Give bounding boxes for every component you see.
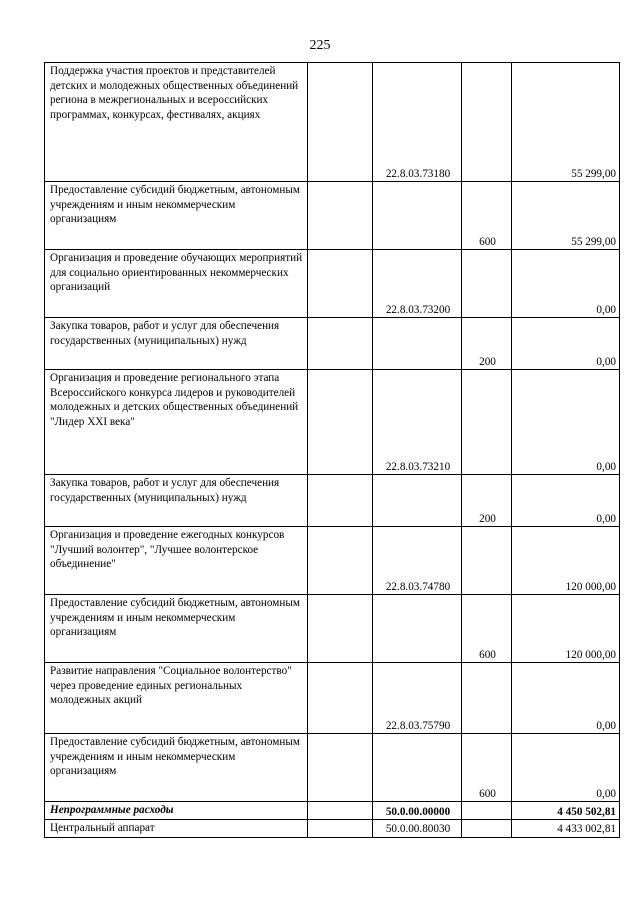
table-row: [45, 63, 620, 182]
row-code: 50.0.00.80030: [373, 820, 462, 838]
empty-cell: [308, 734, 373, 802]
row-kvr: [462, 370, 512, 475]
row-name: Организация и проведение обучающих мероприятий для социально ориентированных некоммерческих организаций: [45, 250, 308, 318]
table-row-total: [45, 802, 620, 820]
row-code: 22.8.03.73180: [373, 63, 462, 182]
row-code: 22.8.03.73210: [373, 370, 462, 475]
row-kvr: 600: [462, 595, 512, 663]
row-name: Закупка товаров, работ и услуг для обеспечения государственных (муниципальных) нужд: [45, 475, 308, 527]
row-name: Предоставление субсидий бюджетным, автономным учреждениям и иным некоммерческим организациям: [45, 595, 308, 663]
row-sum: 0,00: [512, 250, 620, 318]
row-sum: 0,00: [512, 318, 620, 370]
row-kvr: 600: [462, 182, 512, 250]
table-row: [45, 663, 620, 734]
empty-cell: [308, 820, 373, 838]
row-sum: 0,00: [512, 475, 620, 527]
row-name: Организация и проведение регионального этапа Всероссийского конкурса лидеров и руководителей молодежных и детских общественных объединений "Лидер XXI века": [45, 370, 308, 475]
row-sum: 55 299,00: [512, 63, 620, 182]
row-name: Предоставление субсидий бюджетным, автономным учреждениям и иным некоммерческим организациям: [45, 734, 308, 802]
row-name: Развитие направления "Социальное волонтерство" через проведение единых региональных молодежных акций: [45, 663, 308, 734]
page-number: 225: [309, 38, 331, 53]
table-row: [45, 734, 620, 802]
row-sum: 120 000,00: [512, 595, 620, 663]
row-code: 50.0.00.00000: [373, 802, 462, 820]
row-name: Непрограммные расходы: [45, 802, 308, 820]
row-name: Центральный аппарат: [45, 820, 308, 838]
row-code: 22.8.03.75790: [373, 663, 462, 734]
row-kvr: [462, 802, 512, 820]
row-kvr: 200: [462, 318, 512, 370]
row-kvr: [462, 63, 512, 182]
table-row: [45, 820, 620, 838]
row-kvr: 600: [462, 734, 512, 802]
row-sum: 0,00: [512, 734, 620, 802]
row-code: 22.8.03.73200: [373, 250, 462, 318]
row-code: [373, 182, 462, 250]
empty-cell: [308, 802, 373, 820]
row-name: Организация и проведение ежегодных конкурсов "Лучший волонтер", "Лучшее волонтерское объединение": [45, 527, 308, 595]
row-sum: 55 299,00: [512, 182, 620, 250]
empty-cell: [308, 250, 373, 318]
row-name: Закупка товаров, работ и услуг для обеспечения государственных (муниципальных) нужд: [45, 318, 308, 370]
row-sum: 4 433 002,81: [512, 820, 620, 838]
table-row: [45, 370, 620, 475]
budget-table: [44, 62, 620, 838]
row-kvr: [462, 527, 512, 595]
table-row: [45, 527, 620, 595]
row-kvr: [462, 250, 512, 318]
row-name: Предоставление субсидий бюджетным, автономным учреждениям и иным некоммерческим организациям: [45, 182, 308, 250]
empty-cell: [308, 595, 373, 663]
table-row: [45, 182, 620, 250]
table-row: [45, 250, 620, 318]
row-sum: 0,00: [512, 370, 620, 475]
row-code: [373, 734, 462, 802]
row-code: 22.8.03.74780: [373, 527, 462, 595]
row-kvr: [462, 820, 512, 838]
row-code: [373, 318, 462, 370]
row-sum: 4 450 502,81: [512, 802, 620, 820]
empty-cell: [308, 370, 373, 475]
row-kvr: [462, 663, 512, 734]
empty-cell: [308, 63, 373, 182]
row-kvr: 200: [462, 475, 512, 527]
row-sum: 120 000,00: [512, 527, 620, 595]
empty-cell: [308, 527, 373, 595]
row-code: [373, 475, 462, 527]
row-name: Поддержка участия проектов и представителей детских и молодежных общественных объединений региона в межрегиональных и всероссийских программах, конкурсах, фестивалях, акциях: [45, 63, 308, 182]
table-row: [45, 318, 620, 370]
row-code: [373, 595, 462, 663]
empty-cell: [308, 182, 373, 250]
empty-cell: [308, 663, 373, 734]
row-sum: 0,00: [512, 663, 620, 734]
table-row: [45, 475, 620, 527]
empty-cell: [308, 318, 373, 370]
table-row: [45, 595, 620, 663]
empty-cell: [308, 475, 373, 527]
